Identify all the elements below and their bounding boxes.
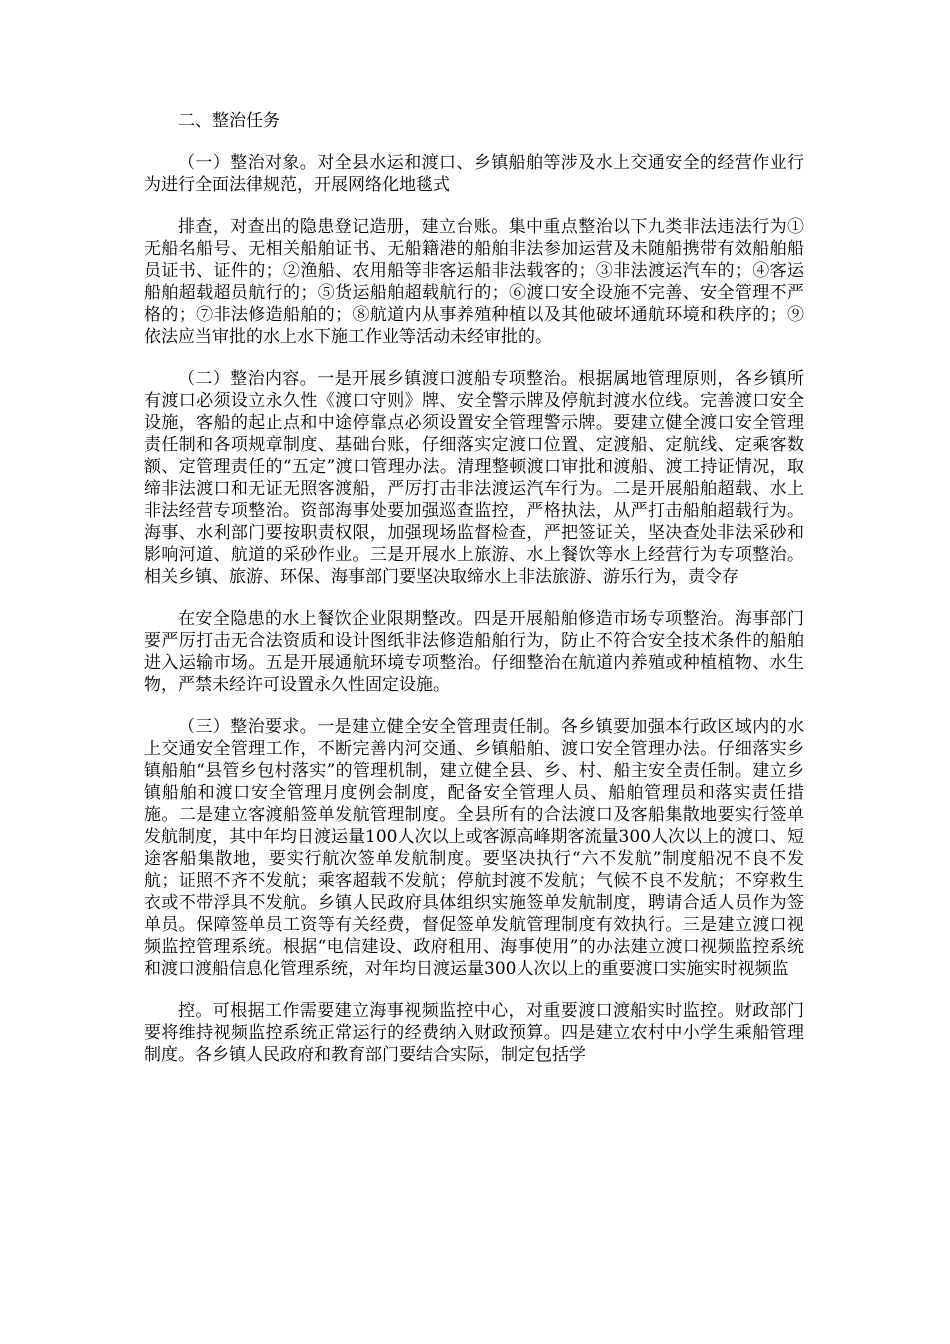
paragraph-4: 在安全隐患的水上餐饮企业限期整改。四是开展船舶修造市场专项整治。海事部门要严厉打击无合法资质和设计图纸非法修造船舶行为，防止不符合安全技术条件的船舶进入运输市场。五是开展通航环境专项整治。仔细整治在航道内养殖或种植植物、水生物，严禁未经许可设置永久性固定设施。 [144,609,804,695]
section-heading: 二、整治任务 [178,111,280,131]
document-page [144,110,804,1086]
paragraph-3: （二）整治内容。一是开展乡镇渡口渡船专项整治。根据属地管理原则，各乡镇所有渡口必须设立永久性《渡口守则》牌、安全警示牌及停航封渡水位线。完善渡口安全设施，客船的起止点和中途停靠点必须设置安全管理警示牌。要建立健全渡口安全管理责任制和各项规章制度、基础台账，仔细落实定渡口位置、定渡船、定航线、定乘客数额、定管理责任的“五定”渡口管理办法。清理整顿渡口审批和渡船、渡工持证情况，取缔非法渡口和无证无照客渡船，严厉打击非法渡运汽车行为。二是开展船舶超载、水上非法经营专项整治。资部海事处要加强巡查监控，严格执法，从严打击船舶超载行为。海事、水利部门要按职责权限，加强现场监督检查，严把签证关，坚决查处非法采砂和影响河道、航道的采砂作业。三是开展水上旅游、水上餐饮等水上经营行为专项整治。相关乡镇、旅游、环保、海事部门要坚决取缔水上非法旅游、游乐行为，责令存 [144,369,804,587]
paragraph-2: 排查，对查出的隐患登记造册，建立台账。集中重点整治以下九类非法违法行为①无船名船号、无相关船舶证书、无船籍港的船舶非法参加运营及未随船携带有效船舶船员证书、证件的；②渔船、农用船等非客运船非法载客的；③非法渡运汽车的；④客运船舶超载超员航行的；⑤货运船舶超载航行的；⑥渡口安全设施不完善、安全管理不严格的；⑦非法修造船舶的；⑧航道内从事养殖种植以及其他破坏通航环境和秩序的；⑨依法应当审批的水上水下施工作业等活动未经审批的。 [144,217,804,347]
paragraph-1: （一）整治对象。对全县水运和渡口、乡镇船舶等涉及水上交通安全的经营作业行为进行全面法律规范，开展网络化地毯式 [144,153,804,195]
paragraph-5: （三）整治要求。一是建立健全安全管理责任制。各乡镇要加强本行政区域内的水上交通安全管理工作，不断完善内河交通、乡镇船舶、渡口安全管理办法。仔细落实乡镇船舶“县管乡包村落实”的管理机制，建立健全县、乡、村、船主安全责任制。建立乡镇船舶和渡口安全管理月度例会制度，配备安全管理人员、船舶管理员和落实责任措施。二是建立客渡船签单发航管理制度。全县所有的合法渡口及客船集散地要实行签单发航制度，其中年均日渡运量100人次以上或客源高峰期客流量300人次以上的渡口、短途客船集散地，要实行航次签单发航制度。要坚决执行“六不发航”制度船况不良不发航；证照不齐不发航；乘客超载不发航；停航封渡不发航；气候不良不发航；不穿救生衣或不带浮具不发航。乡镇人民政府具体组织实施签单发航制度，聘请合适人员作为签单员。保障签单员工资等有关经费，督促签单发航管理制度有效执行。三是建立渡口视频监控管理系统。根据“电信建设、政府租用、海事使用”的办法建立渡口视频监控系统和渡口渡船信息化管理系统，对年均日渡运量300人次以上的重要渡口实施实时视频监 [144,717,804,979]
paragraph-6: 控。可根据工作需要建立海事视频监控中心，对重要渡口渡船实时监控。财政部门要将维持视频监控系统正常运行的经费纳入财政预算。四是建立农村中小学生乘船管理制度。各乡镇人民政府和教育部门要结合实际，制定包括学 [144,1001,804,1065]
